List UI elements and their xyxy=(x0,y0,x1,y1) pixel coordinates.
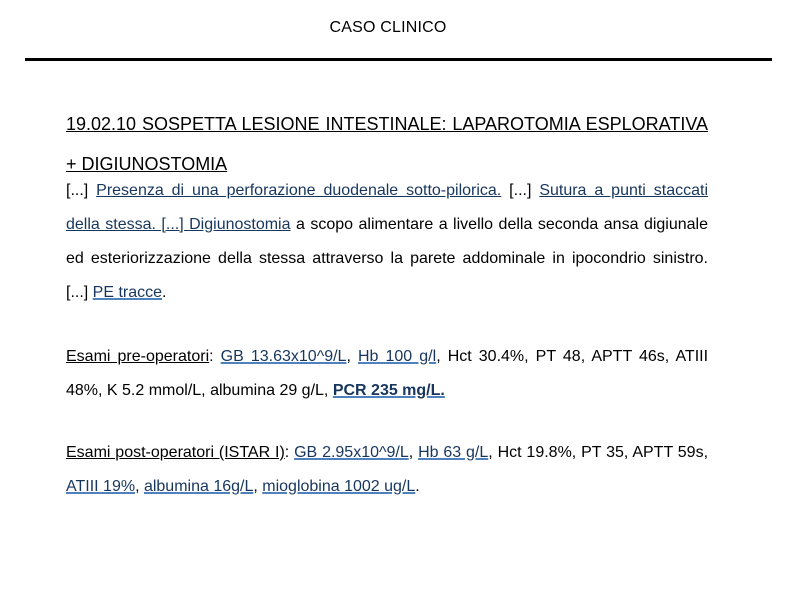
preop-exams-paragraph xyxy=(66,340,708,408)
preop-gb: GB 13.63x10^9/L xyxy=(220,348,347,365)
preop-label: Esami pre-operatori xyxy=(66,348,210,365)
postop-label: Esami post-operatori (ISTAR I) xyxy=(66,444,285,461)
p3-sep-2: , xyxy=(135,478,144,495)
pe-traces: PE tracce xyxy=(92,284,163,301)
postop-hb: Hb 63 g/L xyxy=(418,444,489,461)
p1-description: a scopo alimentare a livello della seconda ansa digiunale ed esteriorizzazione della stessa attraverso la parete addominale in ipocondrio sinistro. [...] xyxy=(66,216,709,301)
p3-sep-3: , xyxy=(253,478,263,495)
p2-colon: : xyxy=(209,348,221,365)
postop-exams-paragraph xyxy=(66,436,708,504)
section-heading: 19.02.10 SOSPETTA LESIONE INTESTINALE: LAPAROTOMIA ESPLORATIVA + DIGIUNOSTOMIA xyxy=(66,114,708,174)
postop-values: , Hct 19.8%, PT 35, APTT 59s, xyxy=(488,444,709,461)
suture-finding: Sutura a punti staccati della stessa. [...] Digiunostomia xyxy=(66,182,709,233)
p3-end: . xyxy=(415,478,420,495)
perforation-finding: Presenza di una perforazione duodenale sotto-pilorica. xyxy=(96,182,502,199)
p1-ellipsis-2: [...] xyxy=(501,182,540,199)
postop-atiii: ATIII 19% xyxy=(66,478,136,495)
postop-mioglobina: mioglobina 1002 ug/L xyxy=(262,478,416,495)
p1-ellipsis: [...] xyxy=(66,182,97,199)
surgery-paragraph xyxy=(66,174,708,310)
p3-colon: : xyxy=(284,444,295,461)
p1-end: . xyxy=(162,284,167,301)
p3-sep: , xyxy=(408,444,419,461)
p2-sep: , xyxy=(346,348,358,365)
postop-albumina: albumina 16g/L xyxy=(143,478,254,495)
postop-gb: GB 2.95x10^9/L xyxy=(294,444,409,461)
title-divider xyxy=(25,58,772,61)
preop-hb: Hb 100 g/l xyxy=(357,348,437,365)
preop-pcr: PCR 235 mg/L. xyxy=(332,382,445,399)
preop-values: , Hct 30.4%, PT 48, APTT 46s, ATIII 48%, K 5.2 mmol/L, albumina 29 g/L, xyxy=(66,348,709,399)
page-title: CASO CLINICO xyxy=(329,19,447,36)
